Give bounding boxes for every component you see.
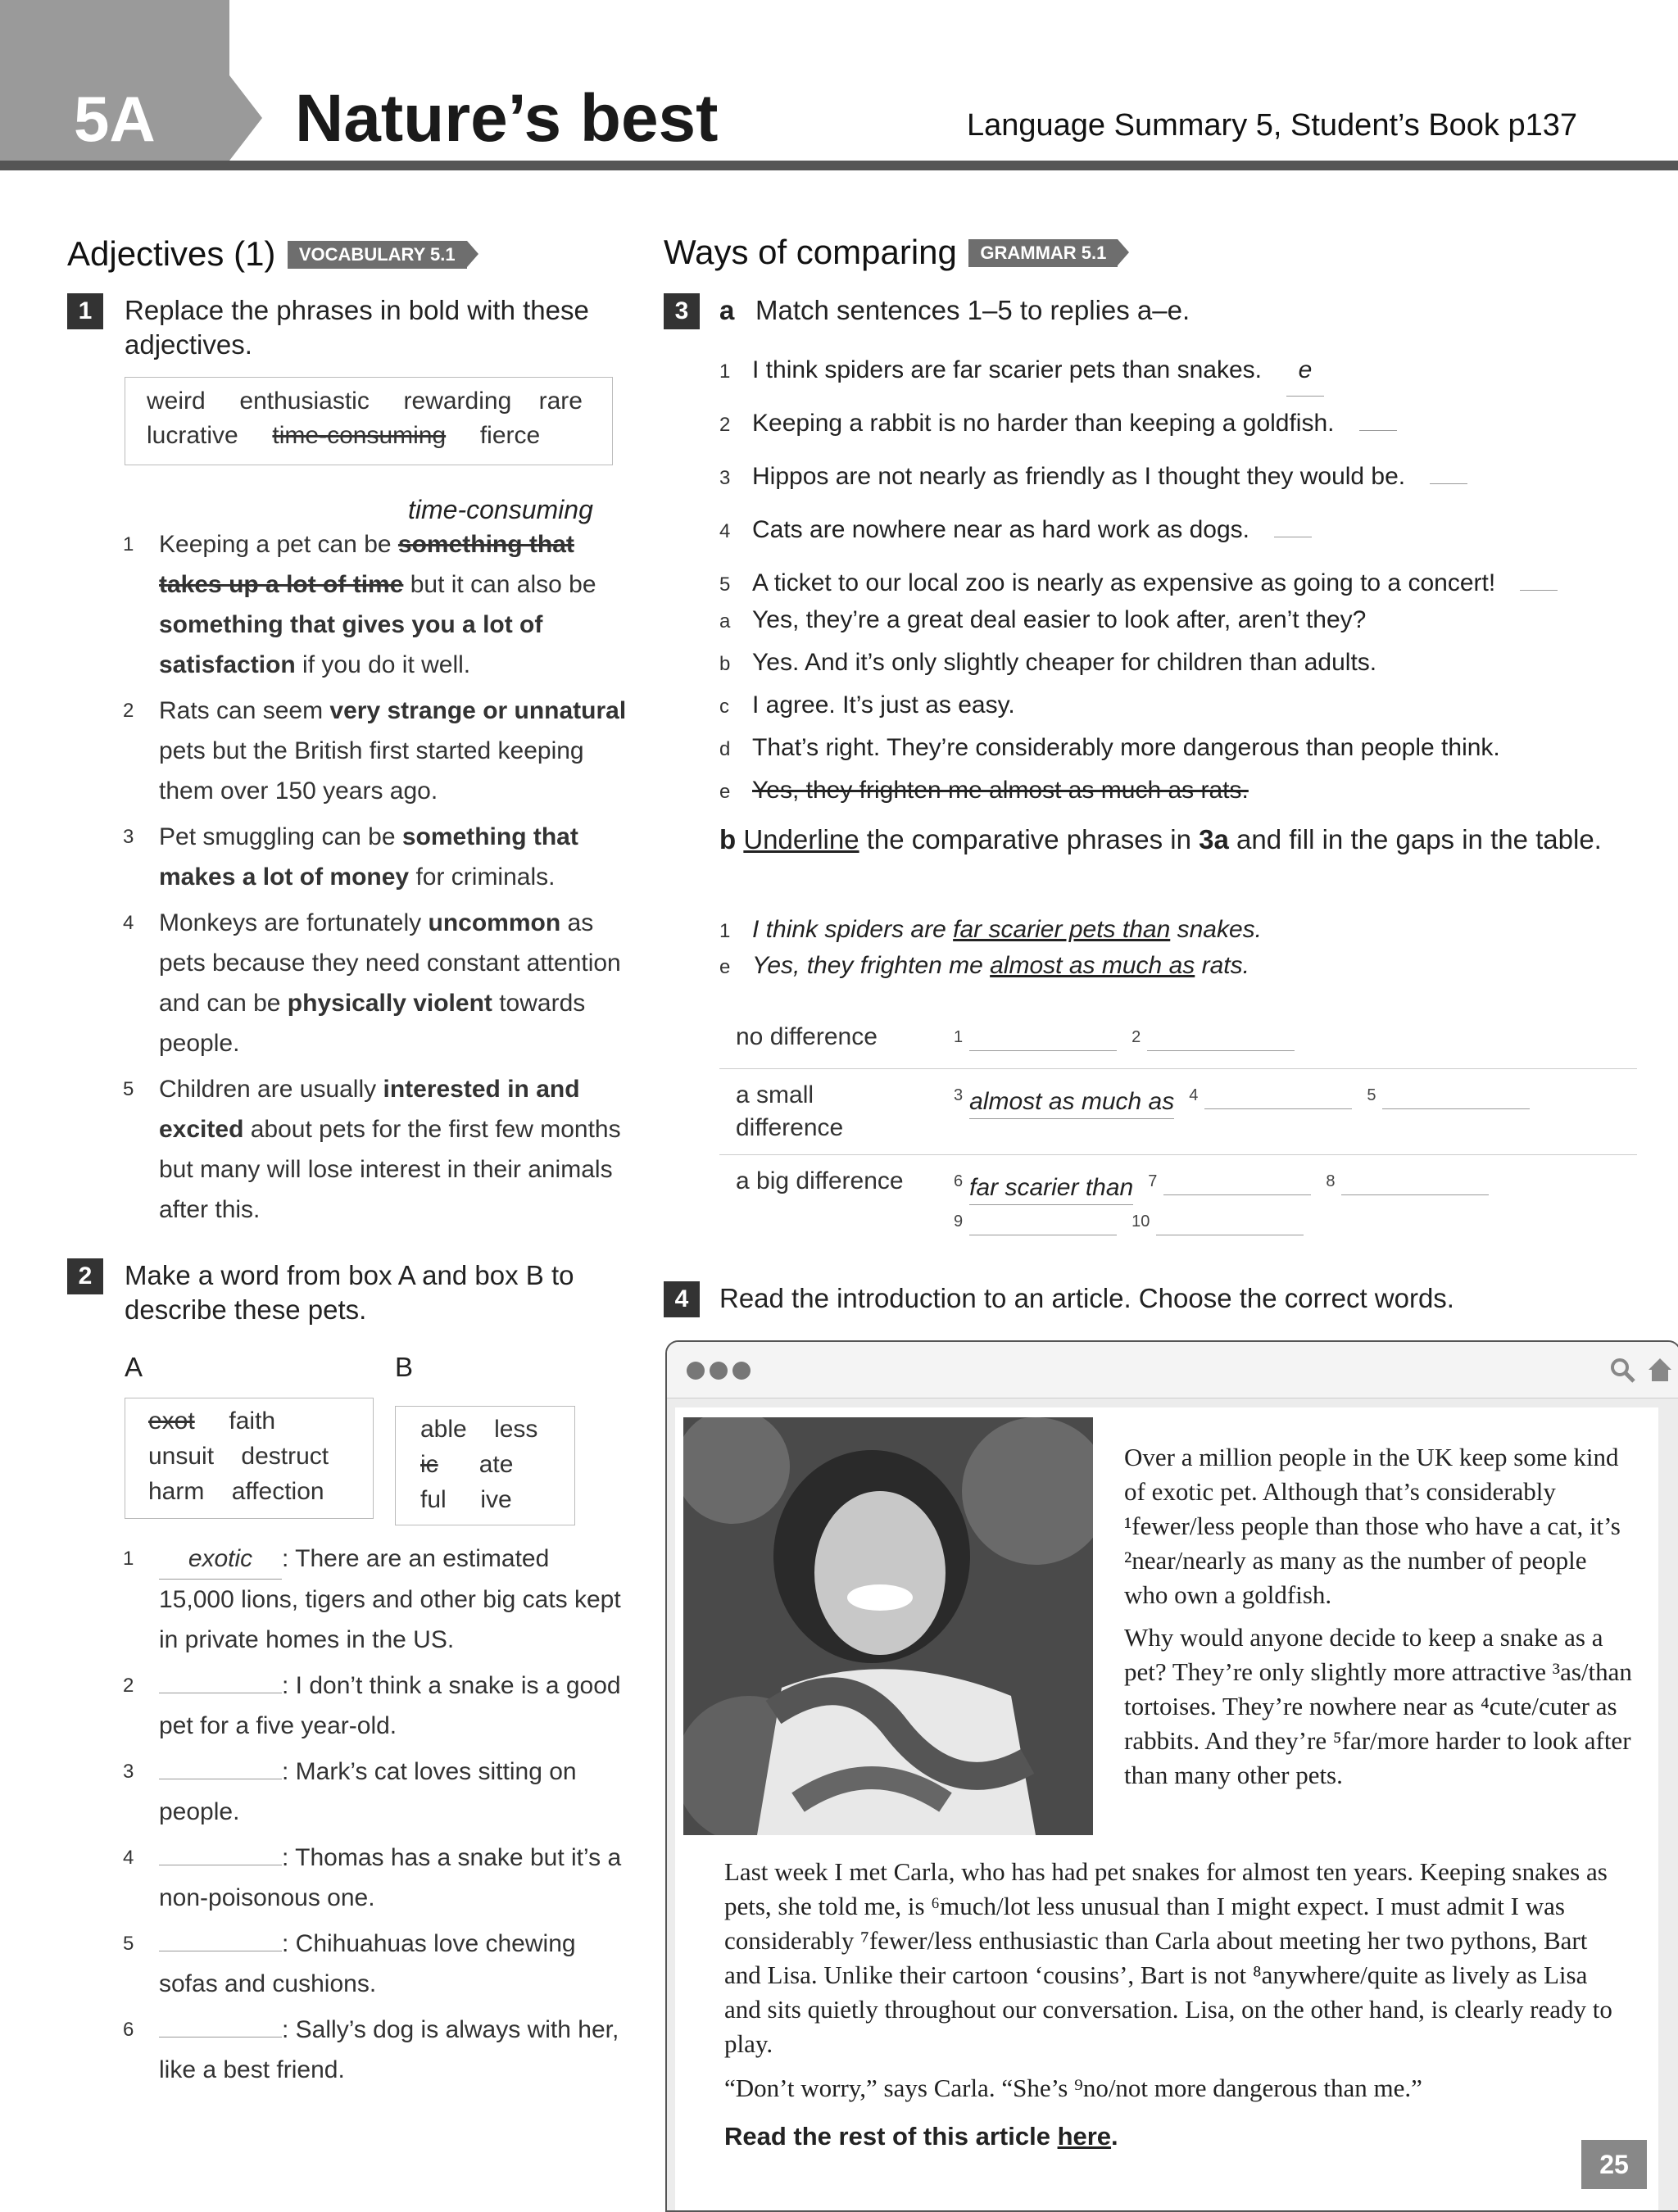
box-a-item: harm: [148, 1478, 205, 1505]
word-box: [125, 377, 613, 465]
sentence-text: A ticket to our local zoo is nearly as expensive as going to a concert!: [752, 569, 1496, 596]
item-number: 5: [123, 1078, 134, 1100]
window-titlebar: [667, 1342, 1678, 1398]
row-cells: [954, 1165, 1634, 1244]
item-text: for criminals.: [409, 863, 556, 891]
cell-number: 2: [1132, 1028, 1141, 1046]
article-para-1: Over a million people in the UK keep some kind of exotic pet. Although that’s considerably ¹fewer/less people than those who have a cat, it’s ²near/nearly as many as the number of people who own a goldfish.: [1124, 1443, 1621, 1609]
item-text: : Chihuahuas love chewing sofas and cushions.: [159, 1930, 576, 1997]
word-box-item: fierce: [479, 422, 541, 449]
row-label: a small difference: [736, 1081, 844, 1141]
part-a-label: a: [719, 295, 735, 325]
word-box-row: [147, 384, 591, 419]
example-line: [719, 913, 1637, 949]
reply-text: That’s right. They’re considerably more dangerous than people think.: [752, 734, 1500, 761]
row-cells: [954, 1021, 1634, 1060]
answer-gap[interactable]: [1430, 483, 1467, 484]
sentence-text: I think spiders are far scarier pets than snakes.: [752, 356, 1262, 383]
item-number: 4: [123, 1847, 134, 1869]
answer-gap[interactable]: [1520, 590, 1558, 591]
match-reply: [719, 642, 1670, 685]
example-text: Yes, they frighten me: [752, 952, 991, 979]
exercise-number: 2: [67, 1258, 103, 1294]
row-cells: [954, 1079, 1634, 1119]
list-item: [123, 1924, 631, 2004]
answer-gap[interactable]: exotic: [159, 1539, 282, 1580]
part-b-label: b: [719, 824, 737, 854]
box-b-item: ate: [478, 1451, 514, 1478]
match-reply: [719, 600, 1670, 642]
example-number: e: [719, 956, 731, 978]
table-cell: [1132, 1021, 1295, 1060]
reply-text: Yes. And it’s only slightly cheaper for children than adults.: [752, 649, 1377, 676]
table-row: [719, 1068, 1637, 1154]
box-b-item: ful: [420, 1486, 447, 1513]
item-text: pets but the British first started keeping them over 150 years ago.: [159, 737, 584, 805]
item-text: Rats can seem: [159, 697, 330, 724]
cell-number: 3: [954, 1086, 964, 1104]
list-item: [123, 1069, 631, 1230]
match-sentence: [719, 504, 1670, 557]
table-gap[interactable]: [1382, 1108, 1530, 1109]
table-cell: [1326, 1165, 1489, 1204]
match-sentence: [719, 451, 1670, 504]
table-gap[interactable]: [1204, 1108, 1352, 1109]
box-b-item: able: [420, 1416, 467, 1443]
box-b-item: ive: [480, 1486, 512, 1513]
table-cell: [1148, 1165, 1311, 1204]
instruction-text: and fill in the gaps in the table.: [1228, 824, 1602, 854]
comparison-table: [719, 1011, 1637, 1237]
exercise-2-items: [123, 1539, 631, 2096]
sentence-number: 1: [719, 360, 731, 383]
list-item: [123, 1752, 631, 1832]
example-underlined: almost as much as: [990, 952, 1195, 979]
example-line: [719, 949, 1637, 985]
home-icon[interactable]: [1645, 1355, 1675, 1385]
section-title: Ways of comparing: [664, 233, 957, 271]
box-a-item: unsuit: [148, 1443, 215, 1470]
word-box-item: rare: [538, 388, 583, 415]
answer-gap[interactable]: [1359, 430, 1397, 431]
example-underlined: far scarier pets than: [953, 916, 1171, 943]
row-label: no difference: [736, 1023, 878, 1050]
reply-text: I agree. It’s just as easy.: [752, 691, 1015, 718]
page-number: 25: [1581, 2140, 1647, 2189]
reply-letter: c: [719, 696, 729, 718]
word-box-item: weird: [147, 388, 206, 415]
item-text: : There are an estimated 15,000 lions, tigers and other big cats kept in private homes in the US.: [159, 1545, 621, 1653]
match-reply: [719, 728, 1670, 770]
table-cell: [1189, 1079, 1352, 1118]
cell-number: 7: [1148, 1172, 1158, 1190]
book-reference: Language Summary 5, Student’s Book p137: [967, 108, 1578, 143]
table-cell: [954, 1165, 1133, 1205]
item-text: : I don’t think a snake is a good pet for a five year-old.: [159, 1672, 621, 1739]
item-text: : Sally’s dog is always with her, like a best friend.: [159, 2016, 619, 2083]
woman-with-python-photo: [683, 1417, 1093, 1835]
table-row: [719, 1011, 1637, 1068]
item-number: 4: [123, 912, 134, 934]
reply-text: Yes, they’re a great deal easier to look after, aren’t they?: [752, 606, 1367, 633]
window-close-icon[interactable]: [687, 1362, 705, 1380]
match-sentences: [719, 344, 1670, 610]
cell-number: 6: [954, 1172, 964, 1190]
search-icon[interactable]: [1609, 1357, 1637, 1385]
item-text: about pets for the first few months but many will lose interest in their animals after this.: [159, 1116, 621, 1223]
article-para-2: Why would anyone decide to keep a snake as a pet? They’re only slightly more attractive ³as/than tortoises. They’re nowhere near as ⁴cute/cuter as rabbits. And they’re ⁵far/more harder to look after than many other pets.: [1124, 1623, 1632, 1789]
sentence-text: Cats are nowhere near as hard work as dogs.: [752, 516, 1249, 543]
read-more-link[interactable]: here: [1057, 2122, 1112, 2151]
article-para-3: Last week I met Carla, who has had pet snakes for almost ten years. Keeping snakes as pets, she told me, is ⁶much/lot less unusual than I might expect. I must admit I was considerably ⁷fewer/less enthusiastic than Carla about meeting her two pythons, Bart and Lisa. Unlike their cartoon ‘cousins’, Bart is not ⁸anywhere/quite as lively as Lisa and sits quietly throughout our conversation. Lisa, on the other hand, is clearly ready to play.: [724, 1857, 1612, 2058]
list-item: [123, 2010, 631, 2090]
table-gap[interactable]: [1163, 1194, 1311, 1195]
unit-title: Nature’s best: [295, 81, 719, 156]
cell-number: 5: [1367, 1086, 1376, 1104]
match-sentence: [719, 397, 1670, 451]
exercise-number: 1: [67, 293, 103, 329]
box-a-item: faith: [229, 1407, 276, 1435]
cell-number: 4: [1189, 1086, 1199, 1104]
part-a-instruction: Match sentences 1–5 to replies a–e.: [755, 295, 1190, 325]
table-cell: [954, 1079, 1174, 1119]
item-text: Pet smuggling can be: [159, 823, 402, 850]
list-item: [123, 903, 631, 1063]
exercise-number: 3: [664, 293, 700, 329]
box-a-item: affection: [231, 1478, 324, 1505]
sentence-text: Hippos are not nearly as friendly as I thought they would be.: [752, 463, 1406, 490]
box-a-row: [148, 1439, 350, 1474]
sentence-text: Keeping a rabbit is no harder than keeping a goldfish.: [752, 410, 1335, 437]
box-a-row: [148, 1403, 350, 1439]
word-box-item: lucrative: [147, 422, 238, 449]
header-rule: [0, 161, 1678, 170]
word-box-row: [147, 419, 591, 453]
item-number: 2: [123, 700, 134, 722]
article-para-4: “Don’t worry,” says Carla. “She’s ⁹no/not more dangerous than me.”: [724, 2074, 1422, 2102]
article-content: [675, 1407, 1658, 2210]
table-cell: [1367, 1079, 1530, 1118]
article-window: [665, 1340, 1678, 2212]
cell-number: 9: [954, 1213, 964, 1231]
box-a-label: A: [125, 1352, 143, 1382]
box-b-item: less: [494, 1416, 538, 1443]
sentence-number: 4: [719, 520, 731, 542]
table-gap[interactable]: far scarier than: [969, 1172, 1133, 1205]
box-a: [125, 1398, 374, 1519]
box-a-row: [148, 1474, 350, 1509]
underline-word: Underline: [743, 824, 859, 854]
table-gap[interactable]: [1147, 1050, 1295, 1051]
item-text: as pets because they need constant attention and can be: [159, 909, 621, 1017]
sentence-number: 3: [719, 467, 731, 489]
unit-code: 5A: [74, 83, 156, 155]
box-a-item-used: exot: [148, 1407, 195, 1435]
read-more-text: Read the rest of this article: [724, 2122, 1058, 2151]
vocabulary-tag: VOCABULARY 5.1: [288, 241, 467, 269]
instruction-ref: 3a: [1199, 824, 1229, 854]
reply-letter: b: [719, 653, 731, 675]
item-number: 2: [123, 1675, 134, 1697]
window-minimize-icon[interactable]: [710, 1362, 728, 1380]
reply-letter: a: [719, 610, 731, 632]
word-box-item: enthusiastic: [239, 388, 370, 415]
item-number: 1: [123, 533, 134, 555]
item-number: 3: [123, 1761, 134, 1783]
example-number: 1: [719, 920, 731, 942]
list-item: [123, 1539, 631, 1660]
grammar-tag: GRAMMAR 5.1: [968, 239, 1118, 267]
item-number: 5: [123, 1933, 134, 1955]
cell-number: 1: [954, 1028, 964, 1046]
table-cell: [1132, 1205, 1304, 1244]
part-b-instruction: [719, 823, 1637, 857]
box-b-label: B: [395, 1352, 414, 1382]
match-reply: [719, 685, 1670, 728]
cell-number: 8: [1326, 1172, 1336, 1190]
read-more-end: .: [1111, 2122, 1118, 2151]
exercise-instruction: Read the introduction to an article. Choose the correct words.: [719, 1283, 1454, 1313]
exercise-number: 4: [664, 1281, 700, 1317]
reply-text: Yes, they frighten me almost as much as rats.: [752, 777, 1249, 804]
item-text: interested in and excited: [159, 1076, 580, 1143]
item-number: 6: [123, 2019, 134, 2041]
unit-badge-arrow: [229, 75, 262, 161]
sentence-number: 5: [719, 573, 731, 596]
example-answer: time-consuming: [408, 495, 593, 524]
example-text: rats.: [1195, 952, 1249, 979]
table-gap[interactable]: almost as much as: [969, 1086, 1174, 1119]
item-number: 3: [123, 826, 134, 848]
item-text: : Thomas has a snake but it’s a non-poisonous one.: [159, 1844, 622, 1911]
part-b-examples: [719, 913, 1637, 985]
item-text: Monkeys are fortunately: [159, 909, 429, 936]
item-number: 1: [123, 1548, 134, 1570]
table-gap[interactable]: [969, 1050, 1117, 1051]
exercise-1-items: [123, 524, 631, 1235]
item-text: Keeping a pet can be: [159, 531, 398, 558]
match-reply: [719, 770, 1670, 813]
row-label: a big difference: [736, 1167, 904, 1194]
list-item: [123, 1666, 631, 1746]
item-text: something that makes a lot of money: [159, 823, 578, 891]
list-item: [123, 524, 631, 685]
list-item: [123, 1838, 631, 1918]
list-item: [123, 691, 631, 811]
word-box-item: rewarding: [403, 388, 512, 415]
table-cell: [954, 1021, 1117, 1060]
table-cell: [954, 1205, 1117, 1244]
example-text: snakes.: [1170, 916, 1262, 943]
item-text: uncommon: [428, 909, 561, 936]
item-text: Children are usually: [159, 1076, 383, 1103]
word-box-item-used: time-consuming: [272, 422, 447, 449]
box-b: [395, 1406, 575, 1525]
item-text: physically violent: [287, 990, 492, 1017]
item-text: something that gives you a lot of satisfaction: [159, 611, 543, 678]
table-gap[interactable]: [1341, 1194, 1489, 1195]
box-b-item-used: ic: [420, 1451, 438, 1478]
item-text: if you do it well.: [295, 651, 471, 678]
box-b-row: [420, 1482, 550, 1517]
exercise-instruction: Replace the phrases in bold with these adjectives.: [125, 295, 589, 360]
cell-number: 10: [1132, 1213, 1150, 1231]
box-a-item: destruct: [241, 1443, 329, 1470]
read-more-line: [724, 2122, 1118, 2151]
item-text: something that takes up a lot of time: [159, 531, 574, 598]
box-b-row: [420, 1412, 550, 1447]
reply-letter: d: [719, 738, 731, 760]
item-text: : Mark’s cat loves sitting on people.: [159, 1758, 577, 1825]
match-sentence: [719, 344, 1670, 397]
table-row: [719, 1154, 1637, 1237]
grammar-section-heading: [664, 233, 1401, 272]
window-maximize-icon[interactable]: [732, 1362, 751, 1380]
section-title: Adjectives (1): [67, 234, 276, 273]
vocabulary-section-heading: [67, 234, 641, 274]
list-item: [123, 817, 631, 897]
reply-letter: e: [719, 781, 731, 803]
item-text: but it can also be: [403, 571, 596, 598]
item-text: very strange or unnatural: [329, 697, 627, 724]
exercise-instruction: Make a word from box A and box B to describe these pets.: [125, 1260, 574, 1325]
instruction-text: the comparative phrases in: [859, 824, 1200, 854]
answer-gap[interactable]: e: [1286, 344, 1324, 397]
item-text: towards people.: [159, 990, 586, 1057]
match-replies: [719, 600, 1670, 813]
box-b-row: [420, 1447, 550, 1482]
sentence-number: 2: [719, 414, 731, 436]
example-text: I think spiders are: [752, 916, 954, 943]
